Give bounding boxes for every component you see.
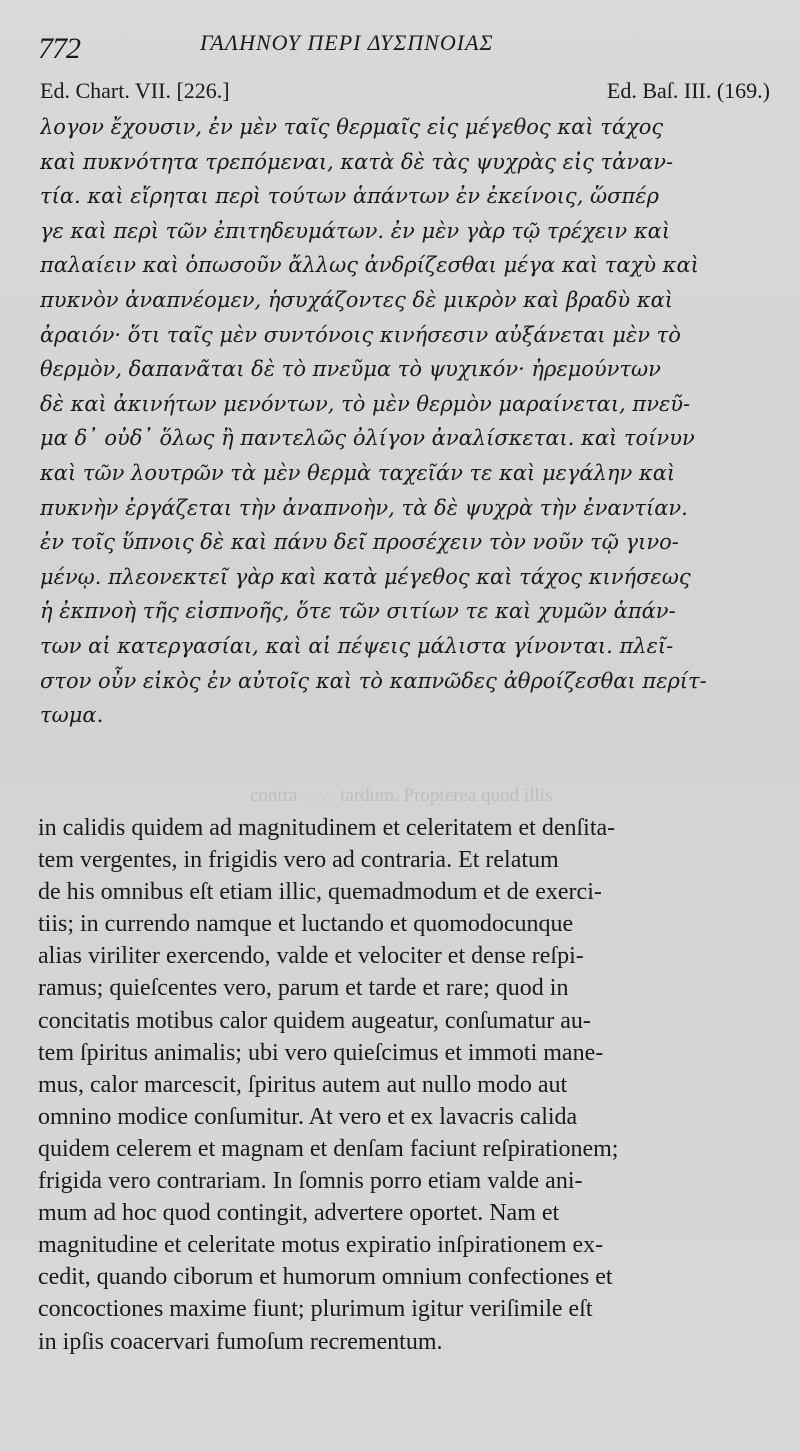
page-number: 772 xyxy=(38,32,80,65)
latin-line: tem ſpiritus animalis; ubi vero quieſcimus et immoti mane- xyxy=(38,1039,604,1066)
latin-line: de his omnibus eſt etiam illic, quemadmodum et de exerci- xyxy=(38,879,602,906)
edition-reference-right: Ed. Baſ. III. (169.) xyxy=(606,78,770,103)
edition-reference-left: Ed. Chart. VII. [226.] xyxy=(40,78,230,103)
greek-line: τωμα. xyxy=(40,703,104,728)
running-head: ΓΑΛΗΝΟΥ ΠΕΡΙ ΔΥΣΠΝΟΙΑΣ xyxy=(200,30,494,55)
greek-line: παλαίειν καὶ ὁπωσοῦν ἄλλως ἀνδρίζεσθαι μέγα καὶ ταχὺ καὶ xyxy=(40,253,699,278)
greek-text-block xyxy=(40,110,765,733)
greek-line: μα δ᾽ οὐδ᾽ ὅλως ἢ παντελῶς ὀλίγον ἀναλίσκεται. καὶ τοίνυν xyxy=(40,426,695,451)
greek-line: καὶ τῶν λουτρῶν τὰ μὲν θερμὰ ταχεῖάν τε καὶ μεγάλην καὶ xyxy=(40,460,676,485)
greek-line: ἀραιόν· ὅτι ταῖς μὲν συντόνοις κινήσεσιν αὐξάνεται μὲν τὸ xyxy=(40,322,681,347)
latin-line: alias viriliter exercendo, valde et velociter et dense reſpi- xyxy=(38,943,584,970)
latin-line: quidem celerem et magnam et denſam faciunt reſpirationem; xyxy=(38,1135,619,1162)
latin-line: ramus; quieſcentes vero, parum et tarde et rare; quod in xyxy=(38,975,569,1002)
latin-line: concitatis motibus calor quidem augeatur, conſumatur au- xyxy=(38,1007,591,1034)
latin-line: tem vergentes, in frigidis vero ad contraria. Et relatum xyxy=(38,847,559,874)
greek-line: θερμὸν, δαπανᾶται δὲ τὸ πνεῦμα τὸ ψυχικόν· ἠρεμούντων xyxy=(40,357,661,382)
latin-line: cedit, quando ciborum et humorum omnium confectiones et xyxy=(38,1264,613,1291)
bleed-through-text: contra . . . . tardum. Propterea quod illis xyxy=(250,785,553,806)
greek-line: γε καὶ περὶ τῶν ἐπιτηδευμάτων. ἐν μὲν γὰρ τῷ τρέχειν καὶ xyxy=(40,218,671,243)
greek-line: ἐν τοῖς ὕπνοις δὲ καὶ πάνυ δεῖ προσέχειν τὸν νοῦν τῷ γινο- xyxy=(40,530,679,555)
latin-line: frigida vero contrariam. In ſomnis porro etiam valde ani- xyxy=(38,1168,583,1195)
latin-line: mus, calor marcescit, ſpiritus autem aut nullo modo aut xyxy=(38,1071,568,1098)
greek-line: ἡ ἐκπνοὴ τῆς εἰσπνοῆς, ὅτε τῶν σιτίων τε καὶ χυμῶν ἁπάν- xyxy=(40,599,676,624)
latin-line: in calidis quidem ad magnitudinem et celeritatem et denſita- xyxy=(38,815,616,841)
greek-line: πυκνὸν ἀναπνέομεν, ἡσυχάζοντες δὲ μικρὸν καὶ βραδὺ καὶ xyxy=(40,287,674,312)
greek-line: τία. καὶ εἴρηται περὶ τούτων ἁπάντων ἐν ἐκείνοις, ὥσπέρ xyxy=(40,184,659,209)
latin-line: concoctiones maxime fiunt; plurimum igitur veriſimile eſt xyxy=(38,1296,593,1323)
greek-line: πυκνὴν ἐργάζεται τὴν ἀναπνοὴν, τὰ δὲ ψυχρὰ τὴν ἐναντίαν. xyxy=(40,495,688,520)
latin-line: magnitudine et celeritate motus expiratio inſpirationem ex- xyxy=(38,1232,604,1259)
latin-text-block xyxy=(38,812,768,1358)
greek-line: στον οὖν εἰκὸς ἐν αὐτοῖς καὶ τὸ καπνῶδες ἀθροίζεσθαι περίτ- xyxy=(40,668,707,693)
greek-line: μένῳ. πλεονεκτεῖ γὰρ καὶ κατὰ μέγεθος καὶ τάχος κινήσεως xyxy=(40,564,691,589)
latin-line: omnino modice conſumitur. At vero et ex lavacris calida xyxy=(38,1103,578,1130)
latin-line: tiis; in currendo namque et luctando et quomodocunque xyxy=(38,911,574,938)
latin-line: in ipſis coacervari fumoſum recrementum. xyxy=(38,1328,443,1355)
greek-line: καὶ πυκνότητα τρεπόμεναι, κατὰ δὲ τὰς ψυχρὰς εἰς τἀναν- xyxy=(40,149,674,174)
greek-line: λογον ἔχουσιν, ἐν μὲν ταῖς θερμαῖς εἰς μέγεθος καὶ τάχος xyxy=(40,115,664,139)
greek-line: δὲ καὶ ἀκινήτων μενόντων, τὸ μὲν θερμὸν μαραίνεται, πνεῦ- xyxy=(40,391,691,416)
greek-line: των αἱ κατεργασίαι, καὶ αἱ πέψεις μάλιστα γίνονται. πλεῖ- xyxy=(40,633,674,658)
latin-line: mum ad hoc quod contingit, advertere oportet. Nam et xyxy=(38,1200,560,1227)
